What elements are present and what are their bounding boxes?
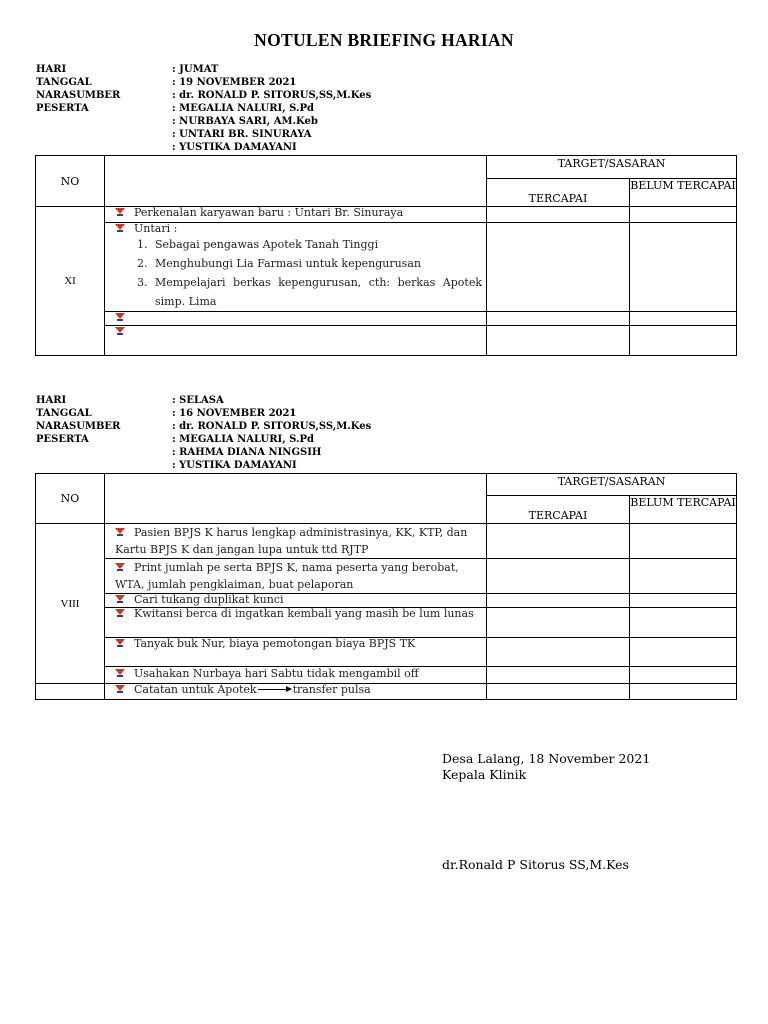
header-blank xyxy=(105,474,487,524)
cell-belum xyxy=(630,223,737,312)
arrow-bullet-icon xyxy=(115,669,125,678)
signatory-name: dr.Ronald P Sitorus SS,M.Kes xyxy=(442,857,629,872)
meta-label: NARASUMBER xyxy=(36,421,121,432)
cell-belum xyxy=(630,684,737,700)
meta-value: : 19 NOVEMBER 2021 xyxy=(172,77,297,88)
signature-block xyxy=(442,751,650,783)
cell-tercapai xyxy=(487,326,630,356)
item-text: Kwitansi berca di ingatkan kembali yang masih be lum lunas xyxy=(134,607,474,620)
meta-value: : RAHMA DIANA NINGSIH xyxy=(172,447,322,458)
list-item xyxy=(105,223,487,312)
list-item xyxy=(105,684,487,700)
meta-value: : YUSTIKA DAMAYANI xyxy=(172,460,297,471)
meta-label xyxy=(36,141,172,154)
cell-tercapai xyxy=(487,223,630,312)
cell-tercapai xyxy=(487,207,630,223)
cell-belum xyxy=(630,638,737,667)
cell-tercapai xyxy=(487,524,630,559)
meeting-number: XI xyxy=(36,207,105,356)
header-belum-tercapai: BELUM TERCAPAI xyxy=(630,496,737,524)
list-item xyxy=(105,667,487,684)
sub-item: 2. Menghubungi Lia Farmasi untuk kepengurusan xyxy=(151,254,482,273)
arrow-bullet-icon xyxy=(115,639,125,648)
meeting2-meta xyxy=(36,394,371,472)
meta-label: PESERTA xyxy=(36,434,89,445)
arrow-bullet-icon xyxy=(115,685,125,694)
item-text: Tanyak buk Nur, biaya pemotongan biaya BPJS TK xyxy=(134,637,416,650)
meta-label: PESERTA xyxy=(36,103,89,114)
arrow-bullet-icon xyxy=(115,224,125,233)
list-item xyxy=(105,608,487,638)
arrow-bullet-icon xyxy=(115,595,125,604)
meta-label: HARI xyxy=(36,395,67,406)
number-blank xyxy=(36,684,105,700)
cell-tercapai xyxy=(487,684,630,700)
item-text: transfer pulsa xyxy=(292,683,371,696)
sub-list xyxy=(115,235,482,311)
item-text: Cari tukang duplikat kunci xyxy=(134,593,284,606)
sub-item: 1. Sebagai pengawas Apotek Tanah Tinggi xyxy=(151,235,482,254)
meta-value: : MEGALIA NALURI, S.Pd xyxy=(172,434,315,445)
cell-belum xyxy=(630,594,737,608)
meta-label: TANGGAL xyxy=(36,77,92,88)
meta-value: : 16 NOVEMBER 2021 xyxy=(172,408,297,419)
meta-value: : MEGALIA NALURI, S.Pd xyxy=(172,103,315,114)
meta-value: : NURBAYA SARI, AM.Keb xyxy=(172,116,318,127)
cell-belum xyxy=(630,559,737,594)
header-target: TARGET/SASARAN xyxy=(487,474,737,496)
meta-value: : SELASA xyxy=(172,395,224,406)
list-item xyxy=(105,594,487,608)
item-text: Catatan untuk Apotek xyxy=(134,683,257,696)
cell-tercapai xyxy=(487,608,630,638)
cell-belum xyxy=(630,207,737,223)
cell-tercapai xyxy=(487,638,630,667)
meta-label xyxy=(36,128,172,141)
meta-label: HARI xyxy=(36,64,67,75)
meta-value: : UNTARI BR. SINURAYA xyxy=(172,129,312,140)
item-text: Print jumlah pe serta BPJS K, nama peserta yang berobat, WTA, jumlah pengklaiman, buat pelaporan xyxy=(115,561,459,591)
arrow-bullet-icon xyxy=(115,528,125,537)
sub-item: 3. Mempelajari berkas kepengurusan, cth: berkas Apotek simp. Lima xyxy=(151,273,482,311)
item-text: Untari : xyxy=(134,222,178,235)
cell-tercapai xyxy=(487,594,630,608)
cell-tercapai xyxy=(487,312,630,326)
cell-belum xyxy=(630,326,737,356)
list-item xyxy=(105,207,487,223)
header-no: NO xyxy=(36,156,105,207)
arrow-right-icon xyxy=(258,685,292,693)
arrow-bullet-icon xyxy=(115,327,125,336)
cell-tercapai xyxy=(487,559,630,594)
arrow-bullet-icon xyxy=(115,563,125,572)
item-text: Usahakan Nurbaya hari Sabtu tidak mengambil off xyxy=(134,667,419,680)
header-target: TARGET/SASARAN xyxy=(487,156,737,179)
arrow-bullet-icon xyxy=(115,208,125,217)
list-item xyxy=(105,326,487,356)
meeting1-table xyxy=(35,155,737,356)
arrow-bullet-icon xyxy=(115,313,125,322)
cell-belum xyxy=(630,608,737,638)
meta-label xyxy=(36,459,172,472)
list-item xyxy=(105,559,487,594)
arrow-bullet-icon xyxy=(115,609,125,618)
signatory-position: Kepala Klinik xyxy=(442,767,527,782)
cell-belum xyxy=(630,312,737,326)
header-no: NO xyxy=(36,474,105,524)
meta-label: TANGGAL xyxy=(36,408,92,419)
meta-value: : JUMAT xyxy=(172,64,219,75)
meta-value: : YUSTIKA DAMAYANI xyxy=(172,142,297,153)
document-title: NOTULEN BRIEFING HARIAN xyxy=(254,30,514,50)
header-tercapai: TERCAPAI xyxy=(487,496,630,524)
list-item xyxy=(105,524,487,559)
cell-belum xyxy=(630,667,737,684)
item-text: Perkenalan karyawan baru : Untari Br. Sinuraya xyxy=(134,206,404,219)
meta-label: NARASUMBER xyxy=(36,90,121,101)
meta-value: : dr. RONALD P. SITORUS,SS,M.Kes xyxy=(172,90,372,101)
cell-tercapai xyxy=(487,667,630,684)
meta-value: : dr. RONALD P. SITORUS,SS,M.Kes xyxy=(172,421,372,432)
list-item xyxy=(105,312,487,326)
header-tercapai: TERCAPAI xyxy=(487,179,630,207)
item-text: Pasien BPJS K harus lengkap administrasinya, KK, KTP, dan Kartu BPJS K dan jangan lupa untuk ttd RJTP xyxy=(115,526,468,556)
meeting1-meta xyxy=(36,63,371,154)
place-date: Desa Lalang, 18 November 2021 xyxy=(442,751,651,766)
meta-label xyxy=(36,446,172,459)
meeting2-table xyxy=(35,473,737,700)
header-belum-tercapai: BELUM TERCAPAI xyxy=(630,179,737,207)
meta-label xyxy=(36,115,172,128)
cell-belum xyxy=(630,524,737,559)
meeting-number: VIII xyxy=(36,524,105,684)
header-blank xyxy=(105,156,487,207)
list-item xyxy=(105,638,487,667)
